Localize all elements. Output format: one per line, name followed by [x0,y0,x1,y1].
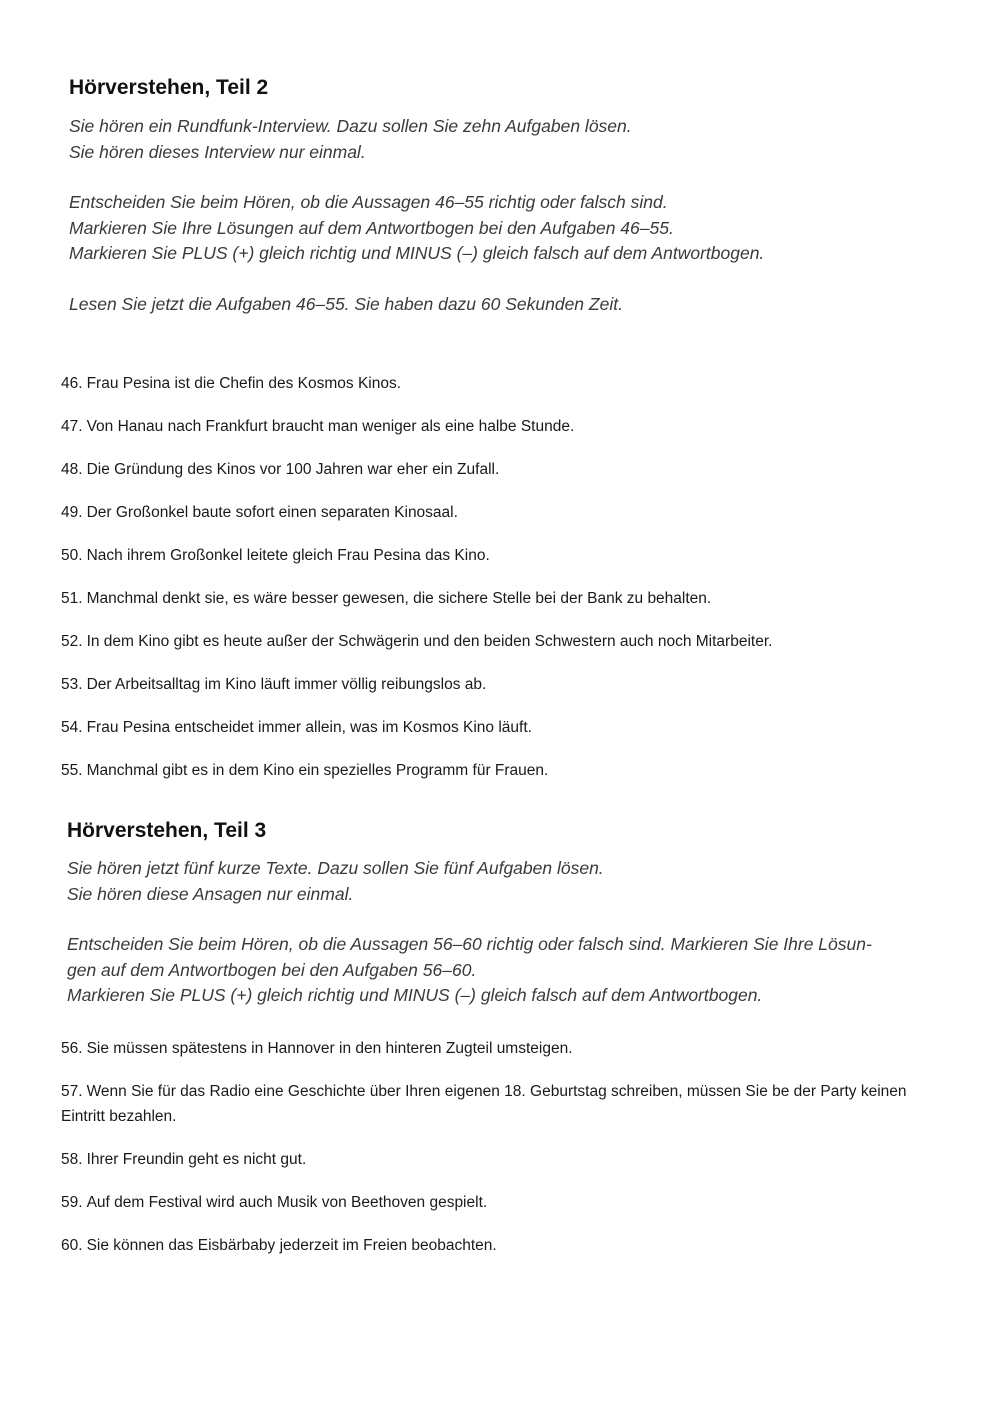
question-46 [61,371,931,396]
instruction-line: Entscheiden Sie beim Hören, ob die Aussagen 46–55 richtig oder falsch sind. [69,192,668,212]
question-number: 50. [61,547,83,564]
question-54 [61,715,931,740]
instructions-teil-2 [69,114,949,317]
question-59 [61,1190,931,1215]
question-text: Manchmal gibt es in dem Kino ein spezielles Programm für Frauen. [86,762,549,779]
instruction-line: Lesen Sie jetzt die Aufgaben 46–55. Sie haben dazu 60 Sekunden Zeit. [69,293,623,314]
question-text: Von Hanau nach Frankfurt braucht man weniger als eine halbe Stunde. [86,418,575,435]
instruction-line: Entscheiden Sie beim Hören, ob die Aussagen 56–60 richtig oder falsch sind. Markieren Sie Ihre Lösun- [67,934,872,954]
question-text: In dem Kino gibt es heute außer der Schwägerin und den beiden Schwestern auch noch Mitarbeiter. [86,633,773,650]
question-53 [61,672,931,697]
question-number: 57. [61,1083,83,1100]
instruction-line: gen auf dem Antwortbogen bei den Aufgaben 56–60. [67,959,477,980]
question-text: Manchmal denkt sie, es wäre besser gewesen, die sichere Stelle bei der Bank zu behalten. [86,590,712,607]
question-text: Sie können das Eisbärbaby jederzeit im Freien beobachten. [86,1237,497,1254]
question-text: Nach ihrem Großonkel leitete gleich Frau Pesina das Kino. [86,547,490,564]
question-47 [61,414,931,439]
question-55 [61,758,931,783]
question-60 [61,1233,931,1258]
section-title-teil-3: Hörverstehen, Teil 3 [67,819,267,842]
question-text: Die Gründung des Kinos vor 100 Jahren war eher ein Zufall. [86,461,500,478]
question-text: Der Großonkel baute sofort einen separaten Kinosaal. [86,504,458,521]
instruction-line: Sie hören ein Rundfunk-Interview. Dazu sollen Sie zehn Aufgaben lösen. [69,116,632,136]
question-49 [61,500,931,525]
question-number: 48. [61,461,83,478]
instructions-teil-3 [67,856,947,1009]
question-58 [61,1147,931,1172]
question-number: 47. [61,418,83,435]
question-number: 52. [61,633,83,650]
question-number: 49. [61,504,83,521]
instruction-line: Sie hören jetzt fünf kurze Texte. Dazu sollen Sie fünf Aufgaben lösen. [67,858,604,878]
question-number: 55. [61,762,83,779]
question-text: Frau Pesina ist die Chefin des Kosmos Kinos. [86,375,402,392]
question-text: Frau Pesina entscheidet immer allein, was im Kosmos Kino läuft. [86,719,532,736]
question-51 [61,586,931,611]
question-number: 56. [61,1040,83,1057]
question-text: Ihrer Freundin geht es nicht gut. [86,1151,307,1168]
question-text: Wenn Sie für das Radio eine Geschichte über Ihren eigenen 18. Geburtstag schreiben, müssen Sie be der Party keinen Eintritt bezahlen. [61,1083,907,1125]
question-text: Auf dem Festival wird auch Musik von Beethoven gespielt. [86,1194,488,1211]
question-number: 53. [61,676,83,693]
question-number: 59. [61,1194,83,1211]
question-text: Der Arbeitsalltag im Kino läuft immer völlig reibungslos ab. [86,676,487,693]
question-52 [61,629,931,654]
question-50 [61,543,931,568]
section-title-teil-2: Hörverstehen, Teil 2 [69,76,269,99]
question-56 [61,1036,931,1061]
instruction-line: Sie hören diese Ansagen nur einmal. [67,883,354,904]
question-number: 54. [61,719,83,736]
instruction-line: Markieren Sie Ihre Lösungen auf dem Antwortbogen bei den Aufgaben 46–55. [69,217,674,238]
question-number: 58. [61,1151,83,1168]
question-text: Sie müssen spätestens in Hannover in den hinteren Zugteil umsteigen. [86,1040,573,1057]
instruction-line: Markieren Sie PLUS (+) gleich richtig und MINUS (–) gleich falsch auf dem Antwortbogen. [67,985,763,1005]
question-57 [61,1079,931,1129]
question-number: 60. [61,1237,83,1254]
question-48 [61,457,931,482]
instruction-line: Markieren Sie PLUS (+) gleich richtig und MINUS (–) gleich falsch auf dem Antwortbogen. [69,243,765,263]
question-number: 51. [61,590,83,607]
instruction-line: Sie hören dieses Interview nur einmal. [69,141,366,162]
question-number: 46. [61,375,83,392]
